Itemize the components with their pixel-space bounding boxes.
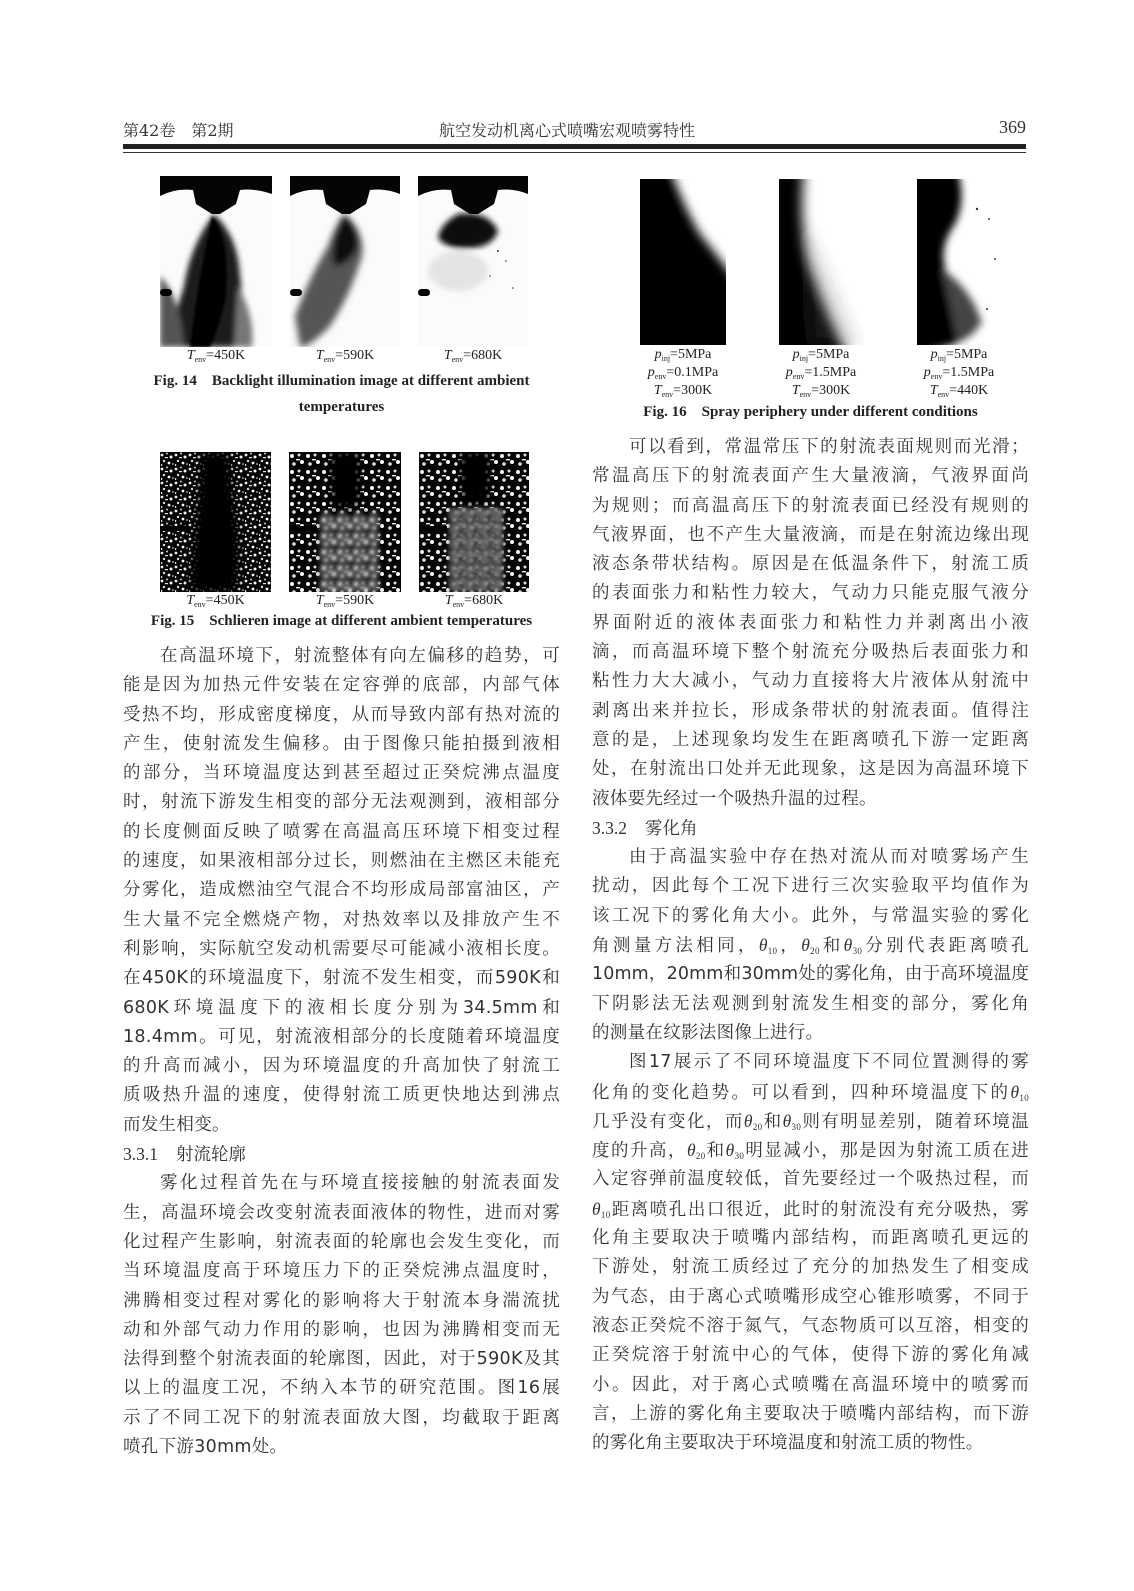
theta-20: $\theta_{20}$ [743,1110,763,1132]
text-line: 图17展示了不同环境温度下不同位置测得的雾 [629,1052,1029,1073]
left-column-text [123,642,560,1462]
theta-30: $\theta_{30}$ [782,1110,802,1132]
text-line: 气液界面，也不产生大量液滴，而是在射流边缘出现 [592,524,1029,545]
paragraph [123,1169,560,1462]
fig15-schlieren-image-450k [160,452,271,592]
text-line: 可以看到，常温常压下的射流表面规则而光滑； [629,437,1029,457]
running-header-volume-issue: 第42卷 第2期 [123,121,234,140]
text-line: 的长度侧面反映了喷雾在高温高压环境下相变过程 [123,821,560,842]
text-line: 液态正癸烷不溶于氮气，气态物质可以互溶，相变的 [592,1315,1029,1336]
theta-10: $\theta_{10}$ [758,935,778,957]
header-rule-thin [123,152,1026,153]
text-line: 处，在射流出口处并无此现象，这是因为高温环境下 [592,759,1029,780]
fig14-panel-label: $T_{env}=590K$ [315,348,375,364]
section-title: 雾化角 [645,818,698,839]
text-line: 度的升高，$\theta_{20}$和$\theta_{30}$明显减小，那是因为射流工质在进 [592,1140,1030,1162]
text-line: 的部分，当环境温度达到甚至超过正癸烷沸点温度 [123,763,560,784]
text-line: 利影响，实际航空发动机需要尽可能减小液相长度。 [123,938,560,959]
fig14-backlight-image-450k [160,176,272,347]
text-line: 分雾化，造成燃油空气混合不均形成局部富油区，产 [123,880,560,901]
text-line: 由于高温实验中存在热对流从而对喷雾场产生 [629,847,1029,868]
text-line: 该工况下的雾化角大小。此外，与常温实验的雾化 [592,905,1029,926]
text-line: 下游处，射流工质经过了充分的加热发生了相变成 [592,1257,1029,1278]
header-rule-thick [123,144,1026,149]
fig14-caption: Fig. 14 Backlight illumination image at different ambient temperatures [153,373,530,415]
text-line: 液态条带状结构。原因是在低温条件下，射流工质 [592,554,1029,575]
running-header-title: 航空发动机离心式喷嘴宏观喷雾特性 [438,121,695,140]
text-line: 产生，使射流发生偏移。由于图像只能拍摄到液相 [123,733,560,754]
paragraph [592,433,1029,814]
t-env-label: $T_{env}=300K$ [653,383,713,399]
text-line: 扰动，因此每个工况下进行三次实验取平均值作为 [592,876,1029,897]
text-line: 的测量在纹影法图像上进行。 [592,1022,824,1043]
fig15-caption: Fig. 15 Schlieren image at different ambient temperatures [150,613,533,629]
text-line: 正癸烷溶于射流中心的气体，使得下游的雾化角减 [592,1345,1029,1366]
fig14-backlight-image-680k [418,176,528,347]
fig15-panel-label: $T_{env}=450K$ [186,593,245,609]
fig15-panel-label: $T_{env}=680K$ [444,593,504,609]
text-line: 滴，而高温环境下整个射流充分吸热后表面张力和 [592,642,1029,663]
fig16-panel-label [761,348,881,402]
t-env-label: $T_{env}=440K$ [929,383,989,399]
text-line: 示了不同工况下的射流表面放大图，均截取于距离 [123,1407,560,1428]
theta-20: $\theta_{20}$ [686,1140,706,1162]
text-line: 意的是，上述现象均发生在距离喷孔下游一定距离 [592,729,1029,750]
text-line: 小。因此，对于离心式喷嘴在高温环境中的喷雾而 [592,1374,1029,1395]
paragraph [592,1048,1029,1458]
text-line: 的速度，如果液相部分过长，则燃油在主燃区未能充 [123,851,560,872]
p-inj-label: $p_{inj}=5MPa$ [654,347,712,363]
text-line: 角测量方法相同，$\theta_{10}$，$\theta_{20}$和$\theta_{30}$分别代表距离喷孔 [592,935,1029,957]
page-number: 369 [999,117,1026,137]
theta-30: $\theta_{30}$ [725,1140,745,1162]
text-line: 言，上游的雾化角主要取决于喷嘴内部结构，而下游 [592,1403,1029,1424]
text-line: 时，射流下游发生相变的部分无法观测到，液相部分 [123,792,560,813]
text-line: 喷孔下游30mm处。 [123,1437,288,1458]
theta-10: $\theta_{10}$ [592,1198,611,1220]
text-line: 化过程产生影响，射流表面的轮廓也会发生变化，而 [123,1231,560,1252]
text-line: 液体要先经过一个吸热升温的过程。 [592,788,877,809]
text-line: 化角的变化趋势。可以看到，四种环境温度下的$\theta_{10}$ [592,1081,1029,1103]
text-line: 当环境温度高于环境压力下的正癸烷沸点温度时， [123,1261,560,1282]
text-line: 的升高而减小，因为环境温度的升高加快了射流工 [123,1056,560,1077]
p-env-label: $p_{env}=1.5MPa$ [785,365,857,381]
fig16-panel-label [899,348,1019,402]
text-line: 生大量不完全燃烧产物，对热效率以及排放产生不 [123,909,560,930]
fig16-spray-periphery-image-1 [640,179,726,345]
fig15-schlieren-image-590k [289,452,401,592]
text-line: 680K环境温度下的液相长度分别为34.5mm和 [123,997,560,1018]
p-env-label: $p_{env}=1.5MPa$ [923,365,995,381]
text-line: 常温高压下的射流表面产生大量液滴，气液界面尚 [592,466,1029,487]
text-line: 几乎没有变化，而$\theta_{20}$和$\theta_{30}$则有明显差别，随着环境温 [592,1110,1029,1132]
paragraph [123,642,560,1140]
p-inj-label: $p_{inj}=5MPa$ [792,347,850,363]
text-line: 以上的温度工况，不纳入本节的研究范围。图16展 [123,1378,560,1399]
text-line: 10mm，20mm和30mm处的雾化角，由于高环境温度 [592,964,1029,985]
text-line: 粘性力大大减小，气动力直接将大片液体从射流中 [592,671,1029,692]
text-line: 能是因为加热元件安装在定容弹的底部，内部气体 [123,675,560,696]
text-line: 的表面张力和粘性力较大，气动力只能克服气液分 [592,583,1029,604]
text-line: 动和外部气动力作用的影响，也因为沸腾相变而无 [123,1319,560,1340]
p-env-label: $p_{env}=0.1MPa$ [647,365,719,381]
fig14-backlight-image-590k [290,176,400,347]
paragraph [592,843,1029,1048]
theta-30: $\theta_{30}$ [843,935,863,957]
fig16-spray-periphery-image-2 [779,179,864,345]
text-line: 为气态，由于离心式喷嘴形成空心锥形喷雾，不同于 [592,1286,1029,1307]
fig14-panel-label: $T_{env}=450K$ [186,348,246,364]
text-line: 入定容弹前温度较低，首先要经过一个吸热过程，而 [592,1169,1029,1190]
section-heading-3-3-2 [592,814,1029,843]
section-number: 3.3.2 [592,817,627,838]
fig15-panel-label: $T_{env}=590K$ [315,593,375,609]
text-line: 化角主要取决于喷嘴内部结构，而距离喷孔更远的 [592,1228,1029,1249]
text-line: 质吸热升温的速度，使得射流工质更快地达到沸点 [123,1085,560,1106]
text-line: 在450K的环境温度下，射流不发生相变，而590K和 [123,968,560,989]
p-inj-label: $p_{inj}=5MPa$ [930,347,988,363]
text-line: 剥离出来并拉长，形成条带状的射流表面。值得注 [592,700,1029,721]
section-number: 3.3.1 [123,1144,158,1165]
text-line: 在高温环境下，射流整体有向左偏移的趋势，可 [160,646,560,666]
theta-20: $\theta_{20}$ [801,935,820,957]
text-line: 为规则；而高温高压下的射流表面已经没有规则的 [592,495,1029,516]
fig16-caption: Fig. 16 Spray periphery under different conditions [643,404,978,420]
text-line: $\theta_{10}$距离喷孔出口很近，此时的射流没有充分吸热，雾 [592,1198,1029,1220]
text-line: 雾化过程首先在与环境直接接触的射流表面发 [160,1173,560,1194]
fig16-spray-periphery-image-3 [917,179,1003,345]
text-line: 生，高温环境会改变射流表面液体的物性，进而对雾 [123,1202,560,1223]
text-line: 的雾化角主要取决于环境温度和射流工质的物性。 [592,1433,984,1454]
section-heading-3-3-1 [123,1140,560,1169]
text-line: 界面附近的液体表面张力和粘性力并剥离出小液 [592,612,1029,633]
text-line: 下阴影法无法观测到射流发生相变的部分，雾化角 [592,993,1029,1014]
right-column-text [592,433,1029,1458]
section-title: 射流轮廓 [176,1145,246,1166]
fig15-schlieren-image-680k [419,452,529,592]
t-env-label: $T_{env}=300K$ [791,383,851,399]
text-line: 受热不均，形成密度梯度，从而导致内部有热对流的 [123,704,560,725]
fig14-panel-label: $T_{env}=680K$ [443,348,503,364]
fig16-panel-label [623,348,743,402]
text-line: 而发生相变。 [123,1114,230,1135]
text-line: 法得到整个射流表面的轮廓图，因此，对于590K及其 [123,1349,560,1370]
text-line: 18.4mm。可见，射流液相部分的长度随着环境温度 [123,1026,560,1047]
text-line: 沸腾相变过程对雾化的影响将大于射流本身湍流扰 [123,1290,560,1311]
theta-10: $\theta_{10}$ [1010,1081,1029,1103]
